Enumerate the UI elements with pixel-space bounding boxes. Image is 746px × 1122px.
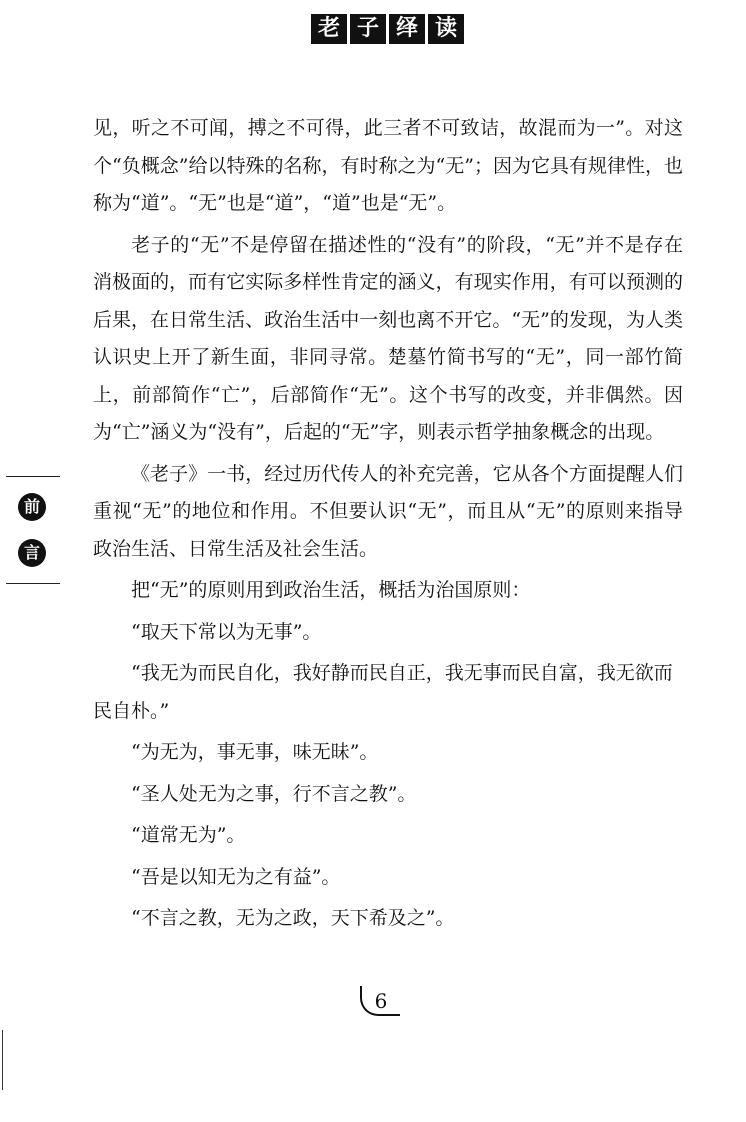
body-paragraph: 见，听之不可闻，搏之不可得，此三者不可致诘，故混而为一”。对这个“负概念”给以特殊的名称，有时称之为“无”；因为它具有规律性，也称为“道”。“无”也是“道”，“道”也是“无”。 [93, 117, 683, 214]
title-char: 老 [311, 14, 347, 44]
title-char: 读 [428, 14, 464, 44]
book-title-header [311, 14, 464, 44]
page-body [93, 110, 683, 938]
quotation-line: “取天下常以为无事”。 [131, 620, 322, 643]
side-tab-char: 言 [18, 539, 46, 567]
quotation-line: “为无为，事无事，味无昧”。 [131, 741, 379, 763]
page-number: 6 [360, 986, 400, 1016]
quotation-line: “圣人处无为之事，行不言之教”。 [131, 782, 417, 805]
body-paragraph: 老子的“无”不是停留在描述性的“没有”的阶段，“无”并不是存在消极面的，而有它实际多样性肯定的涵义，有现实作用，有可以预测的后果，在日常生活、政治生活中一刻也离不开它。“无”的发现，为人类认识史上开了新生面，非同寻常。楚墓竹简书写的“无”，同一部竹简上，前部简作“亡”，后部简作“无”。这个书写的改变，并非偶然。因为“亡”涵义为“没有”，后起的“无”字，则表示哲学抽象概念的出现。 [93, 233, 683, 443]
title-char: 子 [350, 14, 386, 44]
body-paragraph: 把“无”的原则用到政治生活，概括为治国原则： [131, 579, 531, 601]
body-paragraph: 《老子》一书，经过历代传人的补充完善，它从各个方面提醒人们重视“无”的地位和作用。不但要认识“无”，而且从“无”的原则来指导政治生活、日常生活及社会生活。 [93, 462, 683, 560]
page-edge-line [2, 1030, 3, 1090]
section-side-tab [0, 476, 66, 584]
quotation-line: “吾是以知无为之有益”。 [131, 865, 341, 888]
quotation-line: “不言之教，无为之政，天下希及之”。 [131, 907, 455, 929]
side-tab-rule-top [6, 476, 60, 477]
title-char: 绎 [389, 14, 425, 44]
side-tab-char: 前 [18, 493, 46, 521]
side-tab-rule-bottom [6, 583, 60, 584]
quotation-line: “道常无为”。 [131, 824, 246, 846]
quotation-line: “我无为而民自化，我好静而民自正，我无事而民自富，我无欲而民自朴。” [93, 662, 673, 722]
